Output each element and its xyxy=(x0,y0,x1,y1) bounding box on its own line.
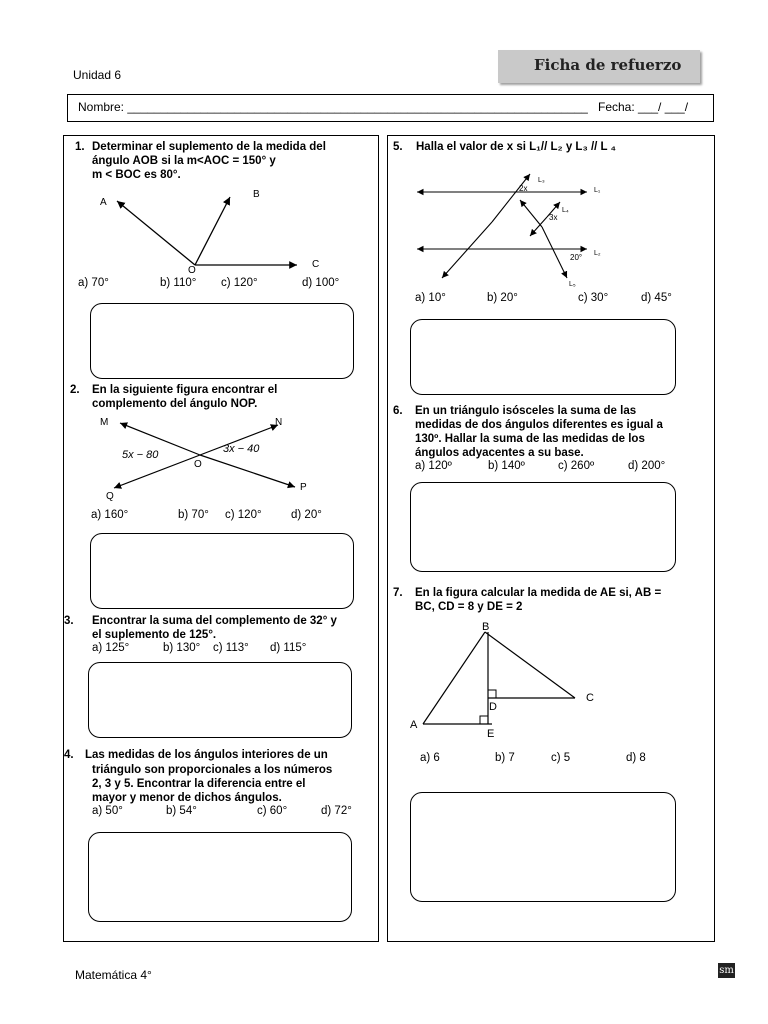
q1-text-line3: m < BOC es 80°. xyxy=(92,169,181,181)
worksheet-banner xyxy=(498,50,700,83)
q5-number: 5. xyxy=(393,141,403,153)
q2-crossing-lines-figure xyxy=(90,410,330,505)
q5-option-b: b) 20° xyxy=(487,292,518,304)
label-a: A xyxy=(410,719,418,731)
q2-text-line2: complemento del ángulo NOP. xyxy=(92,398,258,410)
q1-text-line1: Determinar el suplemento de la medida del xyxy=(92,141,326,153)
worksheet-title: Ficha de refuerzo xyxy=(534,56,682,74)
q2-number: 2. xyxy=(70,384,80,396)
label-l5: L₅ xyxy=(569,281,576,288)
q1-option-b: b) 110° xyxy=(160,277,197,289)
label-l3: L₃ xyxy=(538,177,545,184)
q2-option-a: a) 160° xyxy=(91,509,129,521)
label-p: P xyxy=(300,482,307,493)
q4-text-line3: 2, 3 y 5. Encontrar la diferencia entre el xyxy=(92,778,306,790)
right-angle-e xyxy=(480,716,488,724)
ray-oa xyxy=(117,201,195,265)
right-angle-d xyxy=(488,690,496,698)
q6-option-b: b) 140º xyxy=(488,460,525,472)
q4-number: 4. xyxy=(64,749,74,761)
q7-option-c: c) 5 xyxy=(551,752,571,764)
q6-option-c: c) 260º xyxy=(558,460,595,472)
segment-ab xyxy=(423,632,485,724)
q5-text: Halla el valor de x si L₁// L₂ y L₃ // L ₄ xyxy=(416,141,617,153)
q3-number: 3. xyxy=(64,615,74,627)
name-field-label: Nombre: _____________________________________________________________________ xyxy=(78,100,588,114)
ray-ob xyxy=(195,197,230,265)
q1-answer-box[interactable] xyxy=(90,303,354,379)
q4-text-line1: Las medidas de los ángulos interiores de un xyxy=(85,749,328,761)
q7-text-line2: BC, CD = 8 y DE = 2 xyxy=(415,601,523,613)
label-d: D xyxy=(489,701,497,713)
q3-option-c: c) 113° xyxy=(213,642,249,654)
q6-option-a: a) 120º xyxy=(415,460,452,472)
q3-text-line1: Encontrar la suma del complemento de 32° y xyxy=(92,615,337,627)
q7-triangle-figure xyxy=(405,618,605,743)
q5-option-c: c) 30° xyxy=(578,292,609,304)
q4-option-b: b) 54° xyxy=(166,805,197,817)
label-l2: L₂ xyxy=(594,250,601,257)
label-b: B xyxy=(482,621,490,633)
q2-option-c: c) 120° xyxy=(225,509,262,521)
q4-text-line2: triángulo son proporcionales a los números xyxy=(92,764,333,776)
q3-option-a: a) 125° xyxy=(92,642,130,654)
label-o: O xyxy=(188,265,196,275)
q6-answer-box[interactable] xyxy=(410,482,676,572)
q5-parallel-lines-figure xyxy=(412,172,612,292)
q6-text-line2: medidas de dos ángulos diferentes es igual a xyxy=(415,419,663,431)
footer-subject: Matemática 4° xyxy=(75,968,152,982)
q1-option-d: d) 100° xyxy=(302,277,340,289)
expr-3x-40: 3x − 40 xyxy=(223,443,260,455)
q1-number: 1. xyxy=(75,141,85,153)
date-field-label: Fecha: ___/ ___/ xyxy=(598,100,689,114)
label-a: A xyxy=(100,197,107,208)
q5-option-d: d) 45° xyxy=(641,292,672,304)
segment-bc xyxy=(485,632,575,698)
q6-text-line1: En un triángulo isósceles la suma de las xyxy=(415,405,637,417)
q2-answer-box[interactable] xyxy=(90,533,354,609)
q1-option-a: a) 70° xyxy=(78,277,109,289)
q3-option-d: d) 115° xyxy=(270,642,307,654)
q3-answer-box[interactable] xyxy=(88,662,352,738)
unit-label: Unidad 6 xyxy=(73,68,122,82)
label-b: B xyxy=(253,189,260,200)
q4-option-a: a) 50° xyxy=(92,805,123,817)
q5-answer-box[interactable] xyxy=(410,319,676,395)
q2-option-d: d) 20° xyxy=(291,509,322,521)
q1-option-c: c) 120° xyxy=(221,277,258,289)
q7-option-b: b) 7 xyxy=(495,752,515,764)
label-e: E xyxy=(487,728,495,740)
q4-answer-box[interactable] xyxy=(88,832,352,922)
line-l3-2 xyxy=(442,222,492,278)
q6-option-d: d) 200° xyxy=(628,460,666,472)
label-c: C xyxy=(586,692,594,704)
q7-answer-box[interactable] xyxy=(410,792,676,902)
q4-option-d: d) 72° xyxy=(321,805,352,817)
q3-option-b: b) 130° xyxy=(163,642,201,654)
q3-text-line2: el suplemento de 125°. xyxy=(92,629,217,641)
q6-text-line4: ángulos adyacentes a su base. xyxy=(415,447,584,459)
q4-option-c: c) 60° xyxy=(257,805,288,817)
line-l5 xyxy=(520,200,542,227)
q7-text-line1: En la figura calcular la medida de AE si, AB = xyxy=(415,587,662,599)
label-m: M xyxy=(100,417,109,428)
q5-option-a: a) 10° xyxy=(415,292,446,304)
q4-text-line4: mayor y menor de dichos ángulos. xyxy=(92,792,282,804)
label-n: N xyxy=(275,417,283,428)
angle-3x: 3x xyxy=(549,213,558,222)
line-mp-2 xyxy=(200,455,295,487)
publisher-logo: sm xyxy=(719,965,734,976)
q7-option-d: d) 8 xyxy=(626,752,646,764)
line-l5-2 xyxy=(542,227,567,278)
name-date-box xyxy=(67,94,714,122)
label-o: O xyxy=(194,459,202,470)
q6-number: 6. xyxy=(393,405,403,417)
q1-text-line2: ángulo AOB si la m<AOC = 150° y xyxy=(92,155,276,167)
q1-angle-figure xyxy=(95,185,335,275)
label-l4: L₄ xyxy=(562,207,569,214)
q7-option-a: a) 6 xyxy=(420,752,440,764)
line-l3 xyxy=(492,174,530,222)
q2-text-line1: En la siguiente figura encontrar el xyxy=(92,384,278,396)
q7-number: 7. xyxy=(393,587,403,599)
q6-text-line3: 130º. Hallar la suma de las medidas de los xyxy=(415,433,645,445)
angle-20: 20° xyxy=(570,253,583,262)
q2-option-b: b) 70° xyxy=(178,509,209,521)
label-q: Q xyxy=(106,491,114,502)
angle-2x: 2x xyxy=(519,184,528,193)
label-l1: L₁ xyxy=(594,187,601,194)
expr-5x-80: 5x − 80 xyxy=(122,449,159,461)
label-c: C xyxy=(312,259,320,270)
